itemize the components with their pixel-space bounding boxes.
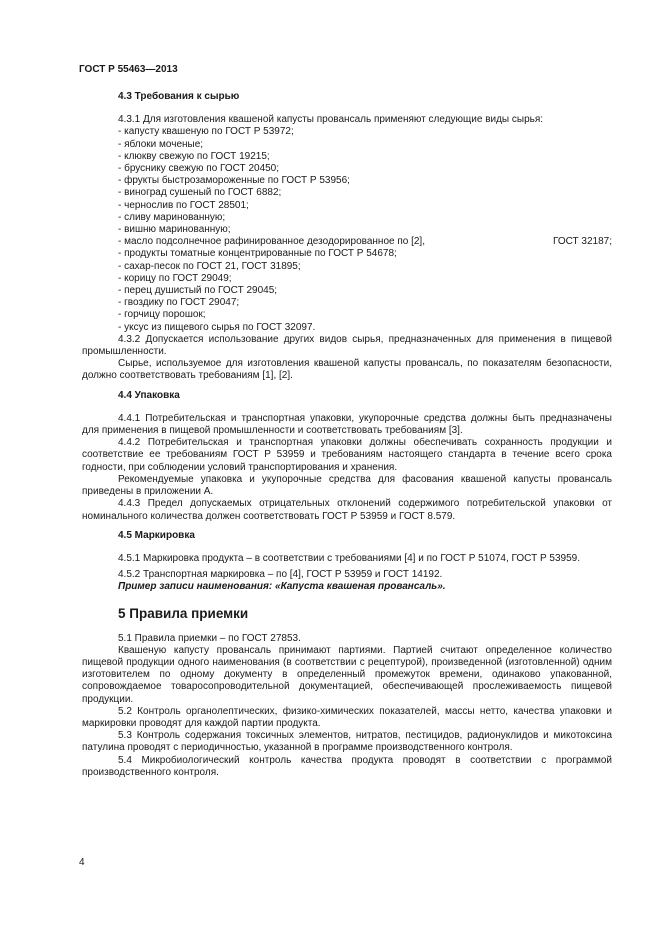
paragraph-4-3-1: 4.3.1 Для изготовления квашеной капусты провансаль применяют следующие виды сырья: <box>118 114 544 126</box>
section-5-heading: 5 Правила приемки <box>118 605 249 621</box>
list-item: - фрукты быстрозамороженные по ГОСТ Р 53956; <box>118 175 350 187</box>
paragraph-4-4-3: 4.4.3 Предел допускаемых отрицательных отклонений содержимого потребительской упаковки от номинального количества должен соответствовать ГОСТ Р 53959 и ГОСТ 8.579. <box>82 498 612 522</box>
list-item: - виноград сушеный по ГОСТ 6882; <box>118 187 282 199</box>
list-item: - бруснику свежую по ГОСТ 20450; <box>118 163 280 175</box>
paragraph-5-batch: Квашеную капусту провансаль принимают партиями. Партией считают определенное количество пищевой продукции одного наименования (в соответствии с рецептурой), произведенной (изготовленной) одним изготовителем по одному документу в определенный промежуток времени, одинаково упакованной, сопровождаемое товаросопроводительной документацией, обеспечивающей прослеживаемость пищевой продукции. <box>82 644 612 705</box>
section-4-4-heading: 4.4 Упаковка <box>118 389 180 401</box>
raw-materials-list <box>82 126 612 333</box>
paragraph-5-4: 5.4 Микробиологический контроль качества продукта проводят в соответствии с программой производственного контроля. <box>82 754 612 778</box>
paragraph-4-4-2: 4.4.2 Потребительская и транспортная упаковки должны обеспечивать сохранность продукции и соответствие ее требованиям ГОСТ Р 53959 и требованиям настоящего стандарта в течение всего срока годности, при соблюдении условий транспортирования и хранения. <box>82 437 612 473</box>
paragraph-4-4-1: 4.4.1 Потребительская и транспортная упаковки, укупорочные средства должны быть предназначены для применения в пищевой промышленности и соответствовать требованиям [3]. <box>82 412 612 437</box>
section-4-5-heading: 4.5 Маркировка <box>118 529 195 541</box>
list-item: - гвоздику по ГОСТ 29047; <box>118 297 240 309</box>
list-item-oil: - масло подсолнечное рафинированное дезодорированное по [2], <box>118 236 425 248</box>
list-item: - капусту квашеную по ГОСТ Р 53972; <box>118 126 294 138</box>
paragraph-5-1: 5.1 Правила приемки – по ГОСТ 27853. <box>118 632 301 644</box>
paragraph-4-4-recommended: Рекомендуемые упаковка и укупорочные средства для фасования квашеной капусты провансаль приведены в приложении А. <box>82 473 612 498</box>
section-4-3-heading: 4.3 Требования к сырью <box>118 91 240 102</box>
list-item-oil-standard: ГОСТ 32187; <box>553 236 612 248</box>
list-item: - корицу по ГОСТ 29049; <box>118 272 232 284</box>
list-item: - горчицу порошок; <box>118 309 206 321</box>
list-item: - сливу маринованную; <box>118 211 226 223</box>
list-item: - уксус из пищевого сырья по ГОСТ 32097. <box>118 321 316 333</box>
paragraph-4-3-2: 4.3.2 Допускается использование других видов сырья, предназначенных для применения в пищевой промышленности. <box>82 333 612 358</box>
paragraph-4-3-safety: Сырье, используемое для изготовления квашеной капусты провансаль, по показателям безопасности, должно соответствовать требованиям [1], [2]. <box>82 358 612 382</box>
list-item: - чернослив по ГОСТ 28501; <box>118 199 249 211</box>
paragraph-5-2: 5.2 Контроль органолептических, физико-химических показателей, массы нетто, качества упаковки и маркировки проводят для каждой партии продукта. <box>82 705 612 729</box>
naming-example: Пример записи наименования: «Капуста квашеная провансаль». <box>118 581 446 593</box>
document-header: ГОСТ Р 55463—2013 <box>79 64 178 75</box>
list-item: - клюкву свежую по ГОСТ 19215; <box>118 150 270 162</box>
list-item: - вишню маринованную; <box>118 224 231 236</box>
list-item: - перец душистый по ГОСТ 29045; <box>118 285 278 297</box>
document-body <box>82 91 612 779</box>
list-item: - продукты томатные концентрированные по ГОСТ Р 54678; <box>118 248 397 260</box>
paragraph-5-3: 5.3 Контроль содержания токсичных элементов, нитратов, пестицидов, радионуклидов и микотоксина патулина проводят с периодичностью, указанной в программе производственного контроля. <box>82 730 612 754</box>
paragraph-4-5-1: 4.5.1 Маркировка продукта – в соответствии с требованиями [4] и по ГОСТ Р 51074, ГОСТ Р 53959. <box>118 552 580 564</box>
list-item: - яблоки моченые; <box>118 138 204 150</box>
list-item: - сахар-песок по ГОСТ 21, ГОСТ 31895; <box>118 260 301 272</box>
paragraph-4-5-2: 4.5.2 Транспортная маркировка – по [4], ГОСТ Р 53959 и ГОСТ 14192. <box>118 569 443 581</box>
page-number: 4 <box>79 857 85 868</box>
list-item <box>118 236 612 248</box>
